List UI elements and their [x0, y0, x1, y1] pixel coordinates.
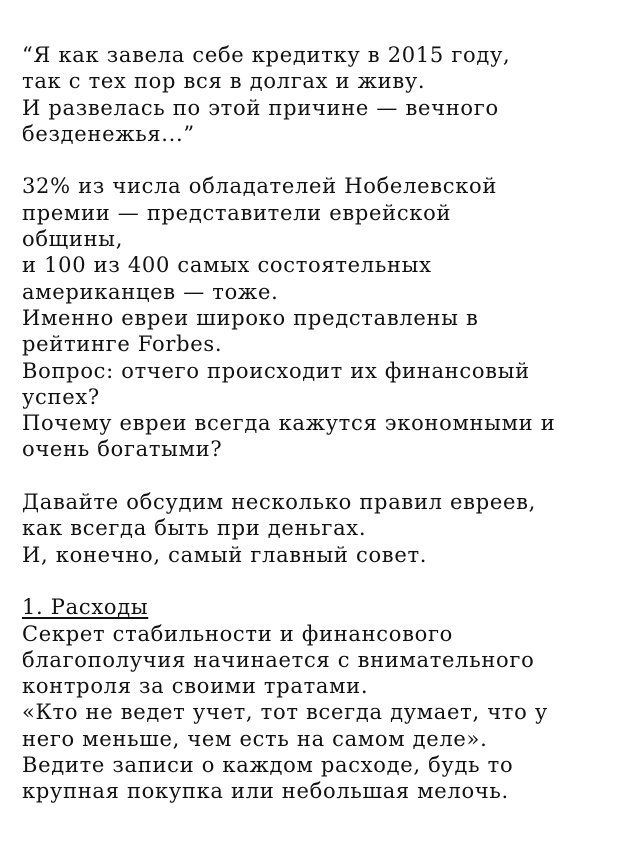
- paragraph-spacer: [22, 463, 622, 489]
- intro-line: рейтинге Forbes.: [22, 332, 223, 357]
- discuss-line: И, конечно, самый главный совет.: [22, 542, 428, 567]
- discuss-line: Давайте обсудим несколько правил евреев,: [22, 490, 537, 515]
- intro-line: и 100 из 400 самых состоятельных: [22, 253, 432, 278]
- section-line: него меньше, чем есть на самом деле».: [22, 726, 488, 751]
- intro-line: очень богатыми?: [22, 437, 223, 462]
- intro-line: Вопрос: отчего происходит их финансовый: [22, 358, 530, 383]
- section-line: крупная покупка или небольшая мелочь.: [22, 779, 509, 804]
- section-expenses: [22, 594, 622, 804]
- section-line: Ведите записи о каждом расходе, будь то: [22, 753, 514, 778]
- quote-line: “Я как завела себе кредитку в 2015 году,: [22, 43, 511, 67]
- section-line: контроля за своими тратами.: [22, 674, 369, 699]
- intro-line: успех?: [22, 384, 100, 409]
- paragraph-spacer: [22, 568, 622, 594]
- section-heading: 1. Расходы: [22, 595, 149, 620]
- intro-paragraph: [22, 173, 622, 462]
- discuss-paragraph: [22, 489, 622, 568]
- quote-line: И развелась по этой причине — вечного: [22, 95, 499, 120]
- quote-line: безденежья...”: [22, 121, 195, 146]
- paragraph-spacer: [22, 147, 622, 173]
- intro-line: американцев — тоже.: [22, 279, 279, 304]
- section-line: «Кто не ведет учет, тот всегда думает, что у: [22, 700, 548, 725]
- intro-line: общины,: [22, 227, 124, 252]
- document-body: [22, 42, 622, 805]
- section-line: Секрет стабильности и финансового: [22, 621, 454, 646]
- intro-line: Почему евреи всегда кажутся экономными и: [22, 411, 556, 436]
- quote-line: так с тех пор вся в долгах и живу.: [22, 69, 426, 94]
- intro-line: Именно евреи широко представлены в: [22, 305, 479, 330]
- discuss-line: как всегда быть при деньгах.: [22, 516, 367, 541]
- section-line: благополучия начинается с внимательного: [22, 647, 535, 672]
- intro-line: премии — представители еврейской: [22, 200, 452, 225]
- quote-paragraph: [22, 42, 622, 147]
- intro-line: 32% из числа обладателей Нобелевской: [22, 174, 498, 199]
